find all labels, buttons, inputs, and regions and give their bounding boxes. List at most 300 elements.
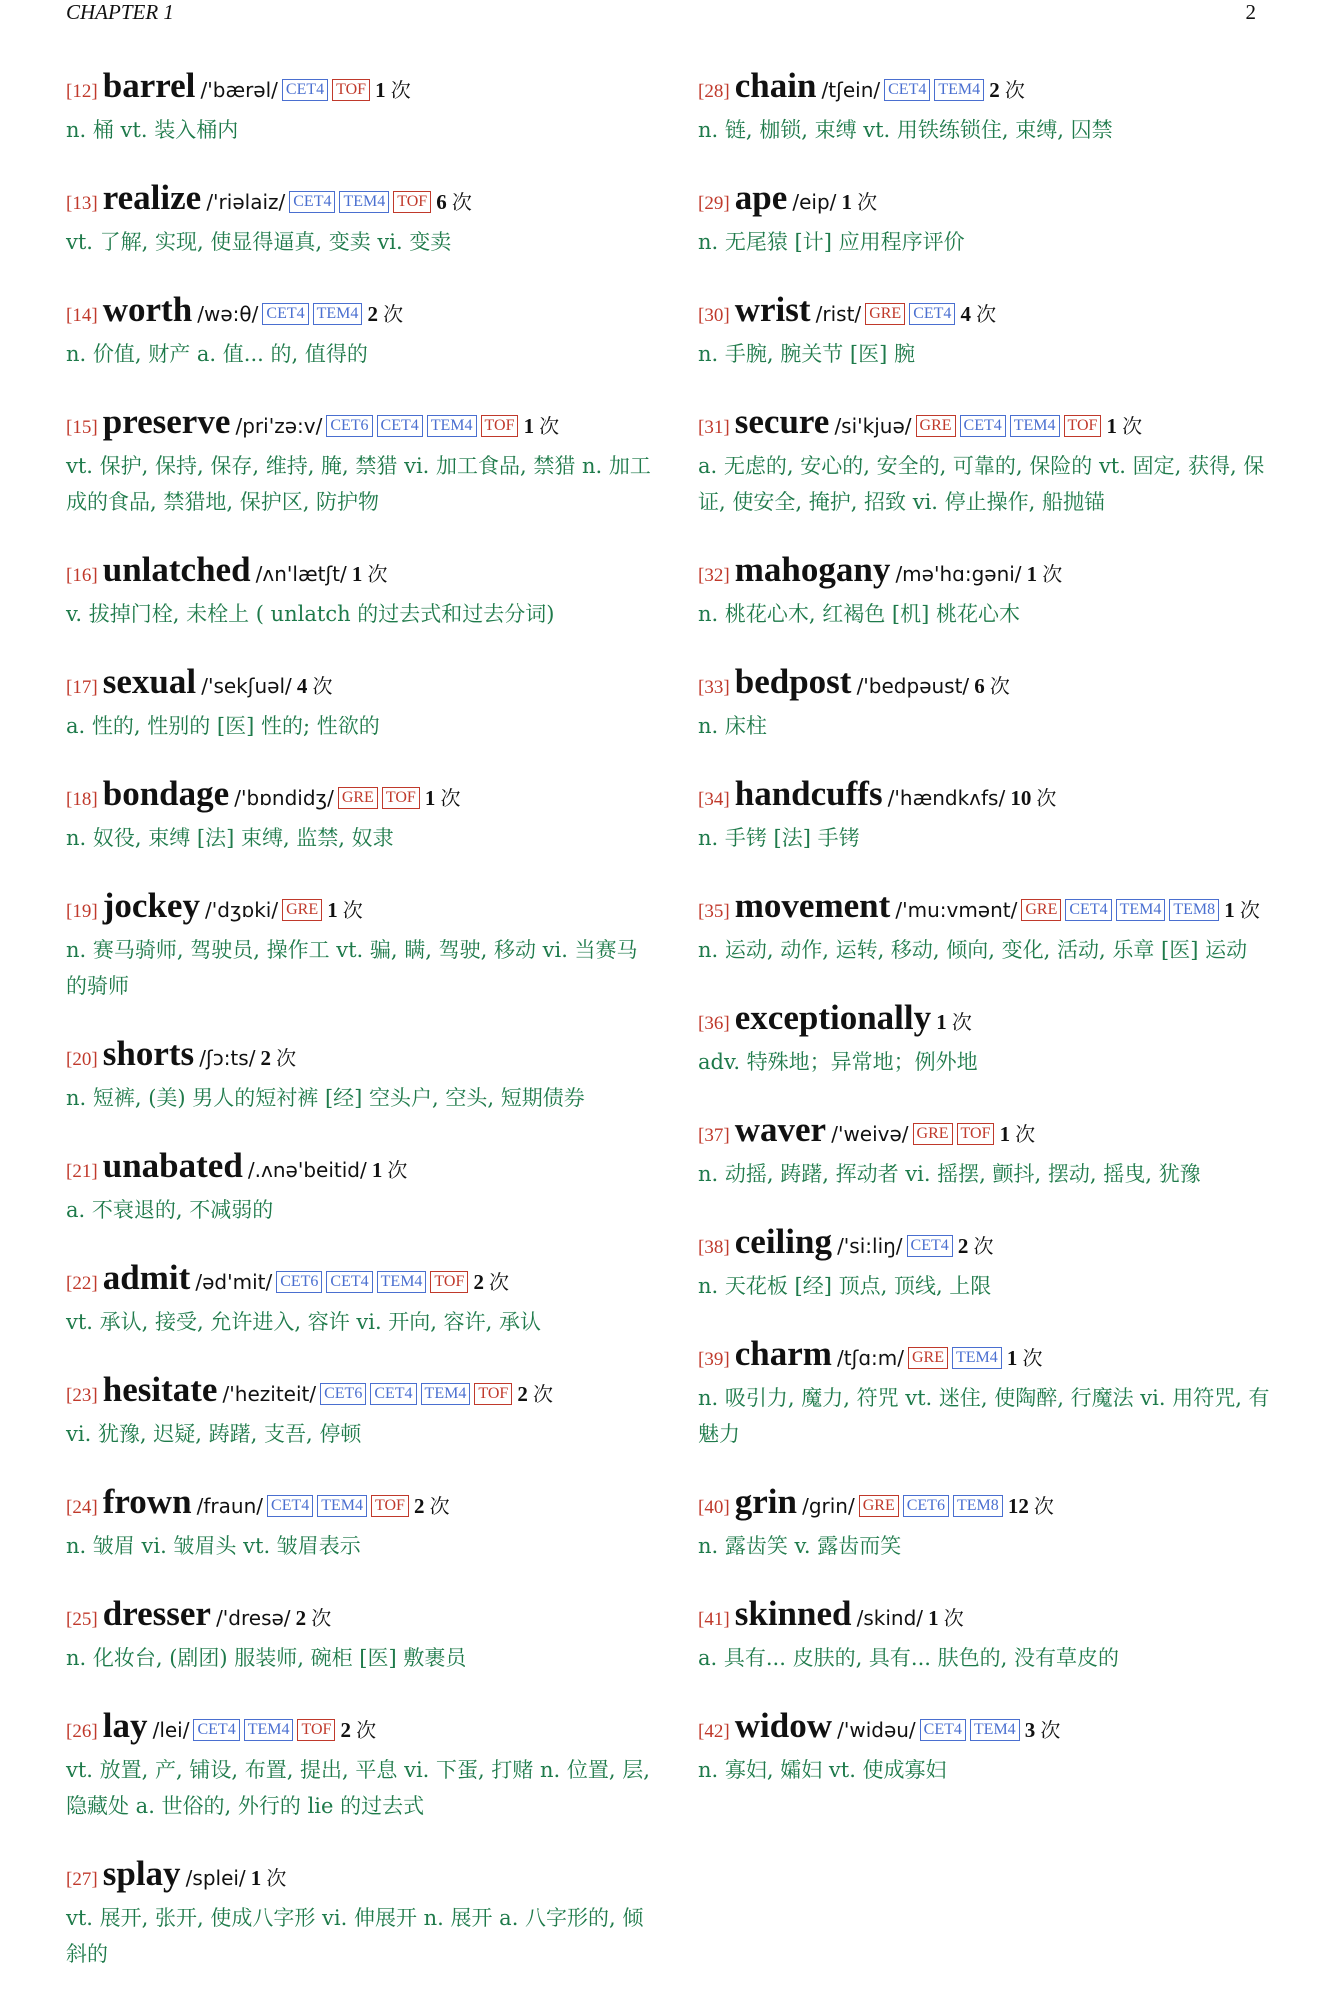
definition: n. 短裤, (美) 男人的短衬裤 [经] 空头户, 空头, 短期债券 (66, 1086, 585, 1110)
headword: unabated (102, 1146, 243, 1185)
frequency-unit: 次 (367, 562, 388, 586)
phonetic: /skind/ (856, 1606, 923, 1630)
phonetic: /wə:θ/ (197, 302, 259, 326)
exam-tag-badge: CET4 (267, 1495, 313, 1517)
headword: frown (102, 1482, 192, 1521)
vocab-entry (698, 1482, 1288, 1564)
headword: preserve (102, 402, 231, 441)
entry-headline (66, 1258, 656, 1304)
entry-index: [35] (698, 901, 730, 922)
phonetic: /'hændkʌfs/ (887, 786, 1006, 810)
entry-index: [32] (698, 565, 730, 586)
running-head (66, 0, 1256, 28)
vocab-entry (698, 290, 1288, 372)
headword: handcuffs (734, 774, 883, 813)
headword: wrist (734, 290, 811, 329)
frequency-count: 2 (414, 1494, 425, 1518)
frequency-unit: 次 (440, 786, 461, 810)
entry-index: [34] (698, 789, 730, 810)
frequency-unit: 次 (266, 1866, 287, 1890)
entry-headline (66, 1034, 656, 1080)
phonetic: /eip/ (792, 190, 837, 214)
frequency-count: 1 (841, 190, 852, 214)
exam-tag-badge: TEM4 (313, 303, 363, 325)
exam-tag-badge: CET4 (909, 303, 955, 325)
phonetic: /'dresə/ (216, 1606, 291, 1630)
entry-headline (698, 886, 1288, 932)
frequency-unit: 次 (973, 1234, 994, 1258)
exam-tag-badge: CET4 (262, 303, 308, 325)
vocab-entry (66, 1258, 656, 1340)
headword: bedpost (734, 662, 852, 701)
exam-tag-badge: CET6 (276, 1271, 322, 1293)
exam-tag-badge: TOF (957, 1123, 995, 1145)
exam-tag-badge: TEM4 (1116, 899, 1166, 921)
definition: vi. 犹豫, 迟疑, 踌躇, 支吾, 停顿 (66, 1422, 362, 1446)
entry-headline (66, 66, 656, 112)
exam-tag-badge: TOF (481, 415, 519, 437)
frequency-unit: 次 (1042, 562, 1063, 586)
frequency-unit: 次 (532, 1382, 553, 1406)
entry-headline (698, 1594, 1288, 1640)
frequency-unit: 次 (1040, 1718, 1061, 1742)
headword: mahogany (734, 550, 891, 589)
entry-headline (66, 662, 656, 708)
phonetic: /əd'mit/ (195, 1270, 273, 1294)
headword: unlatched (102, 550, 251, 589)
entry-index: [16] (66, 565, 98, 586)
phonetic: /pri'zə:v/ (235, 414, 323, 438)
exam-tag-badge: CET4 (960, 415, 1006, 437)
vocab-entry (698, 998, 1288, 1080)
exam-tag-badge: GRE (865, 303, 905, 325)
exam-tag-badge: CET6 (903, 1495, 949, 1517)
definition: n. 动摇, 踌躇, 挥动者 vi. 摇摆, 颤抖, 摆动, 摇曳, 犹豫 (698, 1162, 1201, 1186)
vocab-entry (698, 1334, 1288, 1452)
phonetic: /'sekʃuəl/ (201, 674, 292, 698)
entry-headline (698, 178, 1288, 224)
vocab-entry (66, 662, 656, 744)
frequency-count: 2 (957, 1234, 969, 1258)
vocab-entry (698, 402, 1288, 520)
frequency-count: 1 (250, 1866, 262, 1890)
definition: a. 具有... 皮肤的, 具有... 肤色的, 没有草皮的 (698, 1646, 1119, 1670)
exam-tag-badge: GRE (859, 1495, 899, 1517)
vocab-entry (698, 178, 1288, 260)
headword: skinned (734, 1594, 852, 1633)
frequency-count: 1 (523, 414, 535, 438)
entry-headline (698, 998, 1288, 1044)
frequency-unit: 次 (383, 302, 404, 326)
frequency-count: 2 (473, 1270, 484, 1294)
definition: n. 床柱 (698, 714, 767, 738)
definition: vt. 放置, 产, 铺设, 布置, 提出, 平息 vi. 下蛋, 打赌 n. 位置, 层, 隐藏处 a. 世俗的, 外行的 lie 的过去式 (66, 1758, 650, 1818)
exam-tag-badge: CET4 (282, 79, 328, 101)
definition: n. 吸引力, 魔力, 符咒 vt. 迷住, 使陶醉, 行魔法 vi. 用符咒, 有魅力 (698, 1386, 1270, 1446)
entry-headline (66, 290, 656, 336)
headword: ceiling (734, 1222, 832, 1261)
phonetic: /tʃɑ:m/ (837, 1346, 904, 1370)
definition: a. 不衰退的, 不减弱的 (66, 1198, 274, 1222)
headword: sexual (102, 662, 197, 701)
frequency-count: 1 (375, 78, 386, 102)
headword: hesitate (102, 1370, 218, 1409)
entry-index: [13] (66, 193, 98, 214)
frequency-unit: 次 (1004, 78, 1025, 102)
entry-index: [12] (66, 81, 98, 102)
entry-index: [31] (698, 417, 730, 438)
vocab-entry (66, 886, 656, 1004)
headword: realize (102, 178, 202, 217)
exam-tag-badge: CET6 (320, 1383, 366, 1405)
entry-headline (66, 1706, 656, 1752)
entry-headline (66, 402, 656, 448)
entry-index: [41] (698, 1609, 730, 1630)
left-column (66, 66, 656, 2002)
exam-tag-badge: TOF (332, 79, 370, 101)
definition: n. 运动, 动作, 运转, 移动, 倾向, 变化, 活动, 乐章 [医] 运动 (698, 938, 1248, 962)
phonetic: /ʃɔ:ts/ (199, 1046, 256, 1070)
entry-index: [25] (66, 1609, 98, 1630)
frequency-unit: 次 (943, 1606, 964, 1630)
vocab-entry (698, 550, 1288, 632)
frequency-count: 1 (1106, 414, 1118, 438)
definition: n. 桃花心木, 红褐色 [机] 桃花心木 (698, 602, 1020, 626)
exam-tag-badge: TEM4 (421, 1383, 471, 1405)
exam-tag-badge: TEM4 (339, 191, 389, 213)
headword: chain (734, 66, 817, 105)
entry-headline (66, 1146, 656, 1192)
entry-index: [23] (66, 1385, 98, 1406)
exam-tag-badge: TOF (1064, 415, 1102, 437)
entry-headline (66, 886, 656, 932)
exam-tag-badge: CET4 (193, 1719, 239, 1741)
frequency-count: 3 (1024, 1718, 1036, 1742)
frequency-count: 1 (999, 1122, 1011, 1146)
entry-index: [21] (66, 1161, 98, 1182)
definition: n. 皱眉 vi. 皱眉头 vt. 皱眉表示 (66, 1534, 361, 1558)
exam-tag-badge: GRE (338, 787, 378, 809)
vocab-entry (66, 290, 656, 372)
definition: adv. 特殊地；异常地；例外地 (698, 1050, 978, 1074)
entry-headline (66, 1370, 656, 1416)
phonetic: /grin/ (802, 1494, 855, 1518)
vocab-entry (66, 1034, 656, 1116)
phonetic: /'riəlaiz/ (206, 190, 286, 214)
vocab-entry (66, 1146, 656, 1228)
vocab-entry (66, 66, 656, 148)
frequency-unit: 次 (356, 1718, 377, 1742)
exam-tag-badge: TEM4 (1010, 415, 1060, 437)
exam-tag-badge: TOF (430, 1271, 468, 1293)
vocab-entry (66, 1482, 656, 1564)
frequency-count: 2 (367, 302, 378, 326)
entry-headline (698, 1706, 1288, 1752)
frequency-count: 1 (936, 1010, 947, 1034)
frequency-unit: 次 (1122, 414, 1143, 438)
entry-headline (698, 1482, 1288, 1528)
frequency-unit: 次 (489, 1270, 510, 1294)
vocab-entry (698, 1594, 1288, 1676)
entry-index: [15] (66, 417, 98, 438)
entry-headline (66, 1854, 656, 1900)
phonetic: /'weivə/ (831, 1122, 909, 1146)
entry-headline (698, 774, 1288, 820)
exam-tag-badge: CET4 (920, 1719, 966, 1741)
entry-headline (66, 1594, 656, 1640)
phonetic: /'si:liŋ/ (837, 1234, 903, 1258)
headword: secure (734, 402, 830, 441)
entry-headline (698, 1110, 1288, 1156)
headword: worth (102, 290, 193, 329)
exam-tag-badge: CET4 (326, 1271, 372, 1293)
frequency-unit: 次 (1036, 786, 1057, 810)
exam-tag-badge: TEM4 (970, 1719, 1020, 1741)
exam-tag-badge: TEM4 (952, 1347, 1002, 1369)
headword: splay (102, 1854, 181, 1893)
frequency-count: 2 (260, 1046, 272, 1070)
entry-index: [28] (698, 81, 730, 102)
entry-headline (698, 662, 1288, 708)
frequency-unit: 次 (429, 1494, 450, 1518)
exam-tag-badge: TEM4 (427, 415, 477, 437)
definition: vt. 保护, 保持, 保存, 维持, 腌, 禁猎 vi. 加工食品, 禁猎 n. 加工成的食品, 禁猎地, 保护区, 防护物 (66, 454, 651, 514)
vocab-entry (66, 1706, 656, 1824)
definition: n. 奴役, 束缚 [法] 束缚, 监禁, 奴隶 (66, 826, 394, 850)
frequency-count: 1 (327, 898, 338, 922)
vocab-entry (66, 550, 656, 632)
entry-headline (66, 774, 656, 820)
exam-tag-badge: TEM4 (934, 79, 984, 101)
frequency-unit: 次 (857, 190, 878, 214)
headword: widow (734, 1706, 832, 1745)
frequency-count: 6 (974, 674, 985, 698)
phonetic: /'bɒndidʒ/ (234, 786, 334, 810)
headword: movement (734, 886, 891, 925)
vocab-entry (698, 662, 1288, 744)
vocab-entry (698, 1706, 1288, 1788)
definition: n. 链, 枷锁, 束缚 vt. 用铁练锁住, 束缚, 囚禁 (698, 118, 1113, 142)
exam-tag-badge: GRE (908, 1347, 948, 1369)
phonetic: /splei/ (185, 1866, 246, 1890)
exam-tag-badge: GRE (916, 415, 956, 437)
exam-tag-badge: TEM4 (244, 1719, 294, 1741)
frequency-count: 2 (340, 1718, 352, 1742)
frequency-unit: 次 (1239, 898, 1260, 922)
frequency-unit: 次 (311, 1606, 332, 1630)
definition: v. 拔掉门栓, 未栓上 ( unlatch 的过去式和过去分词) (66, 602, 555, 626)
frequency-unit: 次 (390, 78, 411, 102)
frequency-count: 1 (1006, 1346, 1018, 1370)
exam-tag-badge: TOF (382, 787, 420, 809)
definition: a. 性的, 性别的 [医] 性的; 性欲的 (66, 714, 380, 738)
frequency-count: 1 (1224, 898, 1235, 922)
entry-index: [22] (66, 1273, 98, 1294)
phonetic: /.ʌnə'beitid/ (247, 1158, 367, 1182)
frequency-count: 4 (960, 302, 971, 326)
vocab-entry (66, 1594, 656, 1676)
chapter-title: CHAPTER 1 (66, 0, 174, 24)
frequency-unit: 次 (451, 190, 472, 214)
entry-index: [42] (698, 1721, 730, 1742)
definition: vt. 承认, 接受, 允许进入, 容许 vi. 开向, 容许, 承认 (66, 1310, 542, 1334)
entry-index: [33] (698, 677, 730, 698)
frequency-unit: 次 (342, 898, 363, 922)
exam-tag-badge: CET4 (289, 191, 335, 213)
frequency-unit: 次 (312, 674, 333, 698)
entry-headline (66, 178, 656, 224)
exam-tag-badge: TOF (474, 1383, 512, 1405)
entry-index: [18] (66, 789, 98, 810)
entry-headline (698, 66, 1288, 112)
frequency-count: 2 (989, 78, 1000, 102)
frequency-count: 4 (296, 674, 308, 698)
headword: exceptionally (734, 998, 932, 1037)
phonetic: /'bedpəust/ (856, 674, 970, 698)
frequency-unit: 次 (1033, 1494, 1054, 1518)
exam-tag-badge: CET4 (377, 415, 423, 437)
frequency-count: 1 (371, 1158, 383, 1182)
definition: n. 手铐 [法] 手铐 (698, 826, 860, 850)
headword: shorts (102, 1034, 195, 1073)
exam-tag-badge: CET4 (370, 1383, 416, 1405)
vocab-entry (66, 178, 656, 260)
vocab-entry (698, 1110, 1288, 1192)
vocab-entry (66, 1370, 656, 1452)
headword: bondage (102, 774, 230, 813)
headword: admit (102, 1258, 191, 1297)
headword: charm (734, 1334, 832, 1373)
headword: barrel (102, 66, 196, 105)
definition: n. 手腕, 腕关节 [医] 腕 (698, 342, 915, 366)
entry-index: [19] (66, 901, 98, 922)
frequency-unit: 次 (976, 302, 997, 326)
entry-headline (698, 550, 1288, 596)
headword: jockey (102, 886, 200, 925)
exam-tag-badge: TOF (297, 1719, 335, 1741)
page-number: 2 (1245, 0, 1256, 24)
frequency-unit: 次 (387, 1158, 408, 1182)
entry-index: [29] (698, 193, 730, 214)
entry-index: [36] (698, 1013, 730, 1034)
definition: n. 无尾猿 [计] 应用程序评价 (698, 230, 965, 254)
phonetic: /'heziteit/ (222, 1382, 317, 1406)
entry-headline (66, 550, 656, 596)
phonetic: /rist/ (815, 302, 862, 326)
entry-index: [24] (66, 1497, 98, 1518)
vocab-entry (698, 886, 1288, 968)
right-column (698, 66, 1288, 1818)
entry-headline (66, 1482, 656, 1528)
frequency-count: 2 (517, 1382, 528, 1406)
exam-tag-badge: TEM4 (317, 1495, 367, 1517)
definition: n. 价值, 财产 a. 值... 的, 值得的 (66, 342, 368, 366)
headword: dresser (102, 1594, 211, 1633)
phonetic: /'bærəl/ (200, 78, 278, 102)
definition: n. 化妆台, (剧团) 服装师, 碗柜 [医] 敷裹员 (66, 1646, 467, 1670)
phonetic: /fraun/ (196, 1494, 264, 1518)
entry-index: [30] (698, 305, 730, 326)
vocab-entry (66, 1854, 656, 1972)
entry-index: [38] (698, 1237, 730, 1258)
phonetic: /'dʒɒki/ (205, 898, 279, 922)
exam-tag-badge: TOF (371, 1495, 409, 1517)
headword: ape (734, 178, 788, 217)
frequency-count: 1 (424, 786, 436, 810)
vocab-entry (66, 774, 656, 856)
frequency-unit: 次 (989, 674, 1010, 698)
phonetic: /si'kjuə/ (834, 414, 912, 438)
frequency-unit: 次 (951, 1010, 972, 1034)
phonetic: /'widəu/ (837, 1718, 916, 1742)
vocab-entry (698, 1222, 1288, 1304)
exam-tag-badge: GRE (913, 1123, 953, 1145)
exam-tag-badge: GRE (1021, 899, 1061, 921)
frequency-count: 10 (1010, 786, 1032, 810)
definition: n. 赛马骑师, 驾驶员, 操作工 vt. 骗, 瞒, 驾驶, 移动 vi. 当赛马的骑师 (66, 938, 638, 998)
phonetic: /ʌn'lætʃt/ (255, 562, 347, 586)
entry-index: [37] (698, 1125, 730, 1146)
definition: n. 寡妇, 孀妇 vt. 使成寡妇 (698, 1758, 947, 1782)
headword: waver (734, 1110, 827, 1149)
entry-headline (698, 290, 1288, 336)
definition: vt. 展开, 张开, 使成八字形 vi. 伸展开 n. 展开 a. 八字形的, 倾斜的 (66, 1906, 644, 1966)
entry-index: [26] (66, 1721, 98, 1742)
headword: grin (734, 1482, 797, 1521)
exam-tag-badge: CET6 (326, 415, 372, 437)
frequency-count: 6 (436, 190, 447, 214)
entry-headline (698, 1222, 1288, 1268)
entry-headline (698, 1334, 1288, 1380)
exam-tag-badge: CET4 (1065, 899, 1111, 921)
exam-tag-badge: TEM8 (953, 1495, 1003, 1517)
frequency-unit: 次 (1015, 1122, 1036, 1146)
phonetic: /lei/ (152, 1718, 190, 1742)
definition: n. 露齿笑 v. 露齿而笑 (698, 1534, 902, 1558)
frequency-count: 12 (1007, 1494, 1029, 1518)
definition: n. 天花板 [经] 顶点, 顶线, 上限 (698, 1274, 992, 1298)
headword: lay (102, 1706, 148, 1745)
phonetic: /tʃein/ (821, 78, 881, 102)
exam-tag-badge: CET4 (884, 79, 930, 101)
phonetic: /'mu:vmənt/ (895, 898, 1018, 922)
exam-tag-badge: TEM8 (1169, 899, 1219, 921)
vocab-entry (66, 402, 656, 520)
entry-index: [39] (698, 1349, 730, 1370)
entry-headline (698, 402, 1288, 448)
vocab-entry (698, 774, 1288, 856)
definition: a. 无虑的, 安心的, 安全的, 可靠的, 保险的 vt. 固定, 获得, 保证, 使安全, 掩护, 招致 vi. 停止操作, 船抛锚 (698, 454, 1265, 514)
definition: vt. 了解, 实现, 使显得逼真, 变卖 vi. 变卖 (66, 230, 452, 254)
entry-index: [20] (66, 1049, 98, 1070)
exam-tag-badge: TEM4 (377, 1271, 427, 1293)
definition: n. 桶 vt. 装入桶内 (66, 118, 239, 142)
frequency-unit: 次 (1022, 1346, 1043, 1370)
phonetic: /mə'hɑ:gəni/ (895, 562, 1022, 586)
frequency-count: 1 (351, 562, 363, 586)
exam-tag-badge: CET4 (907, 1235, 953, 1257)
entry-index: [17] (66, 677, 98, 698)
frequency-unit: 次 (539, 414, 560, 438)
frequency-count: 1 (928, 1606, 939, 1630)
frequency-unit: 次 (276, 1046, 297, 1070)
entry-index: [14] (66, 305, 98, 326)
exam-tag-badge: GRE (282, 899, 322, 921)
entry-index: [40] (698, 1497, 730, 1518)
exam-tag-badge: TOF (393, 191, 431, 213)
frequency-count: 1 (1026, 562, 1038, 586)
frequency-count: 2 (295, 1606, 307, 1630)
